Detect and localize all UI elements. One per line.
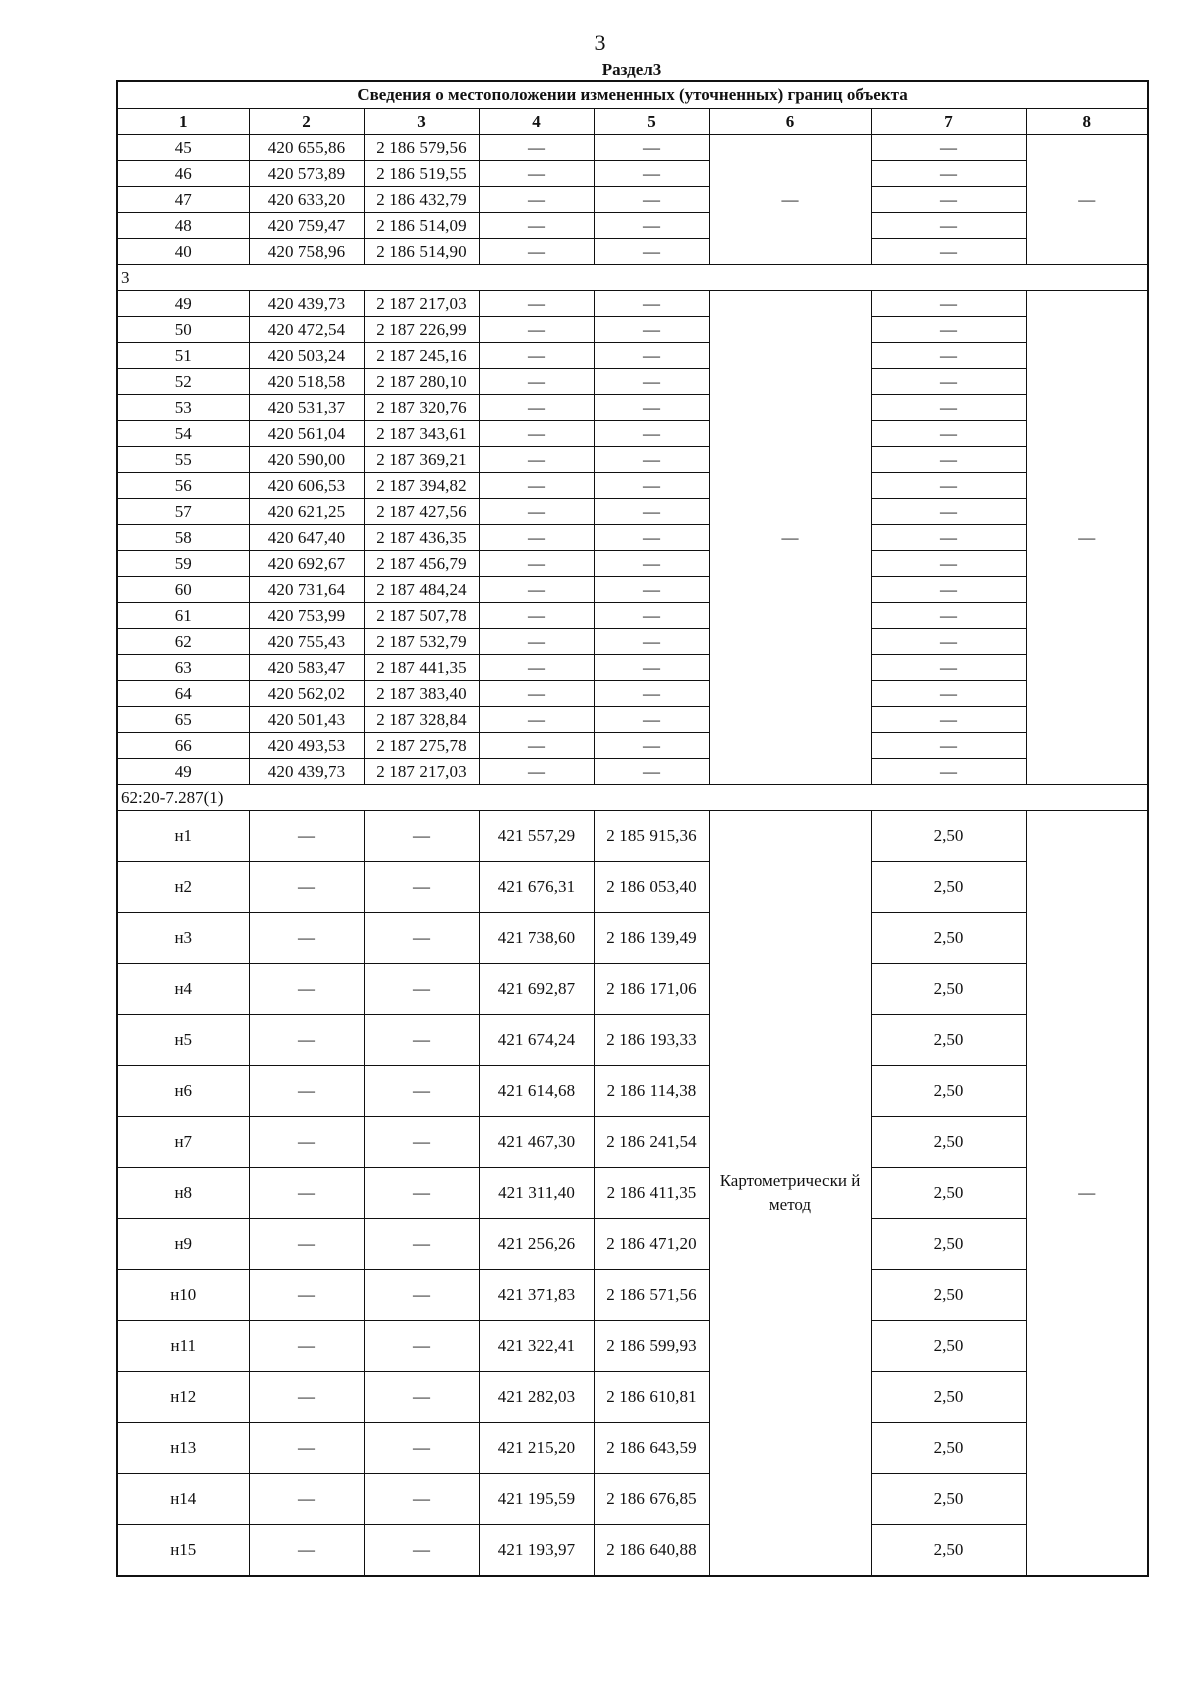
new-y-cell: — — [594, 447, 709, 473]
old-x-cell: 420 439,73 — [249, 759, 364, 785]
new-y-cell: 2 186 241,54 — [594, 1117, 709, 1168]
point-number-cell: 49 — [117, 291, 249, 317]
new-x-cell: 421 467,30 — [479, 1117, 594, 1168]
old-x-cell: 420 590,00 — [249, 447, 364, 473]
table-row — [117, 473, 1148, 499]
point-number-cell: 50 — [117, 317, 249, 343]
point-number-cell: 62 — [117, 629, 249, 655]
accuracy-cell: 2,50 — [871, 913, 1026, 964]
new-y-cell: — — [594, 499, 709, 525]
accuracy-cell: — — [871, 369, 1026, 395]
new-y-cell: — — [594, 551, 709, 577]
new-x-cell: 421 614,68 — [479, 1066, 594, 1117]
table-row — [117, 369, 1148, 395]
new-y-cell: 2 186 676,85 — [594, 1474, 709, 1525]
column-header: 7 — [871, 109, 1026, 135]
new-y-cell: — — [594, 577, 709, 603]
old-y-cell: — — [364, 964, 479, 1015]
new-x-cell: — — [479, 317, 594, 343]
point-number-cell: н2 — [117, 862, 249, 913]
table-row — [117, 577, 1148, 603]
column-header: 8 — [1026, 109, 1148, 135]
column-header: 1 — [117, 109, 249, 135]
new-y-cell: 2 186 411,35 — [594, 1168, 709, 1219]
description-cell: — — [1026, 811, 1148, 1577]
old-x-cell: 420 561,04 — [249, 421, 364, 447]
new-y-cell: 2 186 139,49 — [594, 913, 709, 964]
table-row — [117, 239, 1148, 265]
new-x-cell: — — [479, 681, 594, 707]
table-row — [117, 629, 1148, 655]
point-number-cell: н3 — [117, 913, 249, 964]
old-y-cell: 2 187 328,84 — [364, 707, 479, 733]
point-number-cell: 51 — [117, 343, 249, 369]
new-x-cell: — — [479, 291, 594, 317]
new-x-cell: — — [479, 499, 594, 525]
new-x-cell: 421 738,60 — [479, 913, 594, 964]
old-x-cell: 420 621,25 — [249, 499, 364, 525]
point-number-cell: 65 — [117, 707, 249, 733]
accuracy-cell: 2,50 — [871, 862, 1026, 913]
accuracy-cell: — — [871, 395, 1026, 421]
new-x-cell: — — [479, 447, 594, 473]
accuracy-cell: — — [871, 213, 1026, 239]
method-cell: — — [709, 291, 871, 785]
new-x-cell: 421 676,31 — [479, 862, 594, 913]
table-row — [117, 395, 1148, 421]
old-y-cell: — — [364, 1066, 479, 1117]
table-row — [117, 187, 1148, 213]
table-row — [117, 317, 1148, 343]
description-cell: — — [1026, 135, 1148, 265]
old-y-cell: 2 187 245,16 — [364, 343, 479, 369]
accuracy-cell: 2,50 — [871, 1372, 1026, 1423]
description-cell: — — [1026, 291, 1148, 785]
old-y-cell: 2 187 441,35 — [364, 655, 479, 681]
old-x-cell: 420 531,37 — [249, 395, 364, 421]
table-row — [117, 551, 1148, 577]
accuracy-cell: — — [871, 707, 1026, 733]
old-y-cell: 2 186 432,79 — [364, 187, 479, 213]
point-number-cell: 47 — [117, 187, 249, 213]
old-x-cell: 420 647,40 — [249, 525, 364, 551]
page-number: 3 — [594, 30, 606, 55]
table-body — [117, 135, 1148, 1577]
new-y-cell: 2 186 643,59 — [594, 1423, 709, 1474]
point-number-cell: н10 — [117, 1270, 249, 1321]
old-y-cell: 2 187 456,79 — [364, 551, 479, 577]
new-x-cell: — — [479, 551, 594, 577]
new-x-cell: — — [479, 161, 594, 187]
group-label: 62:20-7.287(1) — [117, 785, 1148, 811]
accuracy-cell: — — [871, 629, 1026, 655]
table-row — [117, 343, 1148, 369]
old-x-cell: 420 518,58 — [249, 369, 364, 395]
old-y-cell: — — [364, 1372, 479, 1423]
table-row — [117, 1015, 1148, 1066]
point-number-cell: н4 — [117, 964, 249, 1015]
new-y-cell: — — [594, 239, 709, 265]
table-row — [117, 964, 1148, 1015]
table-title: Сведения о местоположении измененных (уточненных) границ объекта — [117, 81, 1148, 109]
point-number-cell: 40 — [117, 239, 249, 265]
new-x-cell: — — [479, 525, 594, 551]
old-y-cell: 2 187 383,40 — [364, 681, 479, 707]
new-x-cell: — — [479, 629, 594, 655]
old-x-cell: 420 493,53 — [249, 733, 364, 759]
old-y-cell: 2 187 320,76 — [364, 395, 479, 421]
old-y-cell: — — [364, 913, 479, 964]
accuracy-cell: — — [871, 187, 1026, 213]
column-header: 4 — [479, 109, 594, 135]
old-x-cell: — — [249, 1219, 364, 1270]
old-x-cell: 420 753,99 — [249, 603, 364, 629]
accuracy-cell: — — [871, 681, 1026, 707]
accuracy-cell: 2,50 — [871, 811, 1026, 862]
old-x-cell: 420 692,67 — [249, 551, 364, 577]
boundary-table — [116, 80, 1149, 1577]
new-y-cell: 2 186 193,33 — [594, 1015, 709, 1066]
old-y-cell: 2 186 579,56 — [364, 135, 479, 161]
table-row — [117, 1423, 1148, 1474]
accuracy-cell: 2,50 — [871, 1066, 1026, 1117]
point-number-cell: н9 — [117, 1219, 249, 1270]
new-x-cell: — — [479, 421, 594, 447]
old-y-cell: 2 187 394,82 — [364, 473, 479, 499]
old-x-cell: 420 562,02 — [249, 681, 364, 707]
point-number-cell: н15 — [117, 1525, 249, 1577]
accuracy-cell: 2,50 — [871, 964, 1026, 1015]
old-y-cell: 2 186 514,09 — [364, 213, 479, 239]
accuracy-cell: — — [871, 473, 1026, 499]
new-y-cell: 2 185 915,36 — [594, 811, 709, 862]
new-y-cell: — — [594, 291, 709, 317]
point-number-cell: 60 — [117, 577, 249, 603]
old-x-cell: — — [249, 913, 364, 964]
old-x-cell: 420 633,20 — [249, 187, 364, 213]
point-number-cell: 45 — [117, 135, 249, 161]
accuracy-cell: — — [871, 135, 1026, 161]
point-number-cell: 56 — [117, 473, 249, 499]
new-y-cell: 2 186 471,20 — [594, 1219, 709, 1270]
old-x-cell: 420 583,47 — [249, 655, 364, 681]
new-x-cell: 421 193,97 — [479, 1525, 594, 1577]
new-x-cell: — — [479, 239, 594, 265]
point-number-cell: 46 — [117, 161, 249, 187]
old-x-cell: 420 755,43 — [249, 629, 364, 655]
accuracy-cell: — — [871, 447, 1026, 473]
group-label: 3 — [117, 265, 1148, 291]
old-y-cell: 2 187 343,61 — [364, 421, 479, 447]
table-row — [117, 213, 1148, 239]
new-y-cell: 2 186 114,38 — [594, 1066, 709, 1117]
method-cell: Картометрически й метод — [709, 811, 871, 1577]
accuracy-cell: — — [871, 239, 1026, 265]
table-title-row — [117, 81, 1148, 109]
old-y-cell: 2 186 519,55 — [364, 161, 479, 187]
old-y-cell: — — [364, 1321, 479, 1372]
old-y-cell: — — [364, 1525, 479, 1577]
new-y-cell: — — [594, 525, 709, 551]
table-row — [117, 525, 1148, 551]
point-number-cell: 63 — [117, 655, 249, 681]
point-number-cell: 48 — [117, 213, 249, 239]
new-x-cell: 421 195,59 — [479, 1474, 594, 1525]
point-number-cell: 52 — [117, 369, 249, 395]
old-x-cell: 420 606,53 — [249, 473, 364, 499]
new-y-cell: 2 186 053,40 — [594, 862, 709, 913]
old-x-cell: — — [249, 1372, 364, 1423]
point-number-cell: 55 — [117, 447, 249, 473]
point-number-cell: 59 — [117, 551, 249, 577]
accuracy-cell: 2,50 — [871, 1423, 1026, 1474]
accuracy-cell: — — [871, 525, 1026, 551]
old-y-cell: 2 187 217,03 — [364, 291, 479, 317]
new-y-cell: — — [594, 395, 709, 421]
old-y-cell: — — [364, 1117, 479, 1168]
new-x-cell: — — [479, 395, 594, 421]
old-y-cell: — — [364, 1168, 479, 1219]
old-x-cell: 420 731,64 — [249, 577, 364, 603]
old-y-cell: — — [364, 862, 479, 913]
new-x-cell: 421 371,83 — [479, 1270, 594, 1321]
table-row — [117, 1525, 1148, 1577]
old-y-cell: — — [364, 1270, 479, 1321]
point-number-cell: 57 — [117, 499, 249, 525]
table-row — [117, 1270, 1148, 1321]
old-x-cell: 420 759,47 — [249, 213, 364, 239]
accuracy-cell: — — [871, 759, 1026, 785]
new-x-cell: 421 256,26 — [479, 1219, 594, 1270]
accuracy-cell: 2,50 — [871, 1321, 1026, 1372]
old-y-cell: 2 187 532,79 — [364, 629, 479, 655]
old-y-cell: 2 187 275,78 — [364, 733, 479, 759]
table-row — [117, 603, 1148, 629]
table-row — [117, 707, 1148, 733]
point-number-cell: 61 — [117, 603, 249, 629]
new-y-cell: 2 186 599,93 — [594, 1321, 709, 1372]
old-y-cell: 2 187 507,78 — [364, 603, 479, 629]
new-x-cell: — — [479, 577, 594, 603]
table-row — [117, 862, 1148, 913]
document-sheet — [116, 60, 1147, 1577]
new-y-cell: — — [594, 369, 709, 395]
accuracy-cell: — — [871, 603, 1026, 629]
accuracy-cell: — — [871, 655, 1026, 681]
table-row — [117, 655, 1148, 681]
new-x-cell: — — [479, 343, 594, 369]
table-row — [117, 913, 1148, 964]
accuracy-cell: — — [871, 421, 1026, 447]
old-x-cell: — — [249, 1423, 364, 1474]
accuracy-cell: 2,50 — [871, 1270, 1026, 1321]
accuracy-cell: 2,50 — [871, 1474, 1026, 1525]
accuracy-cell: 2,50 — [871, 1219, 1026, 1270]
old-y-cell: 2 187 217,03 — [364, 759, 479, 785]
accuracy-cell: — — [871, 499, 1026, 525]
table-row — [117, 1474, 1148, 1525]
old-y-cell: — — [364, 1474, 479, 1525]
section-title: Раздел3 — [601, 60, 662, 79]
accuracy-cell: — — [871, 577, 1026, 603]
old-y-cell: 2 187 369,21 — [364, 447, 479, 473]
old-x-cell: — — [249, 1168, 364, 1219]
new-y-cell: — — [594, 161, 709, 187]
accuracy-cell: — — [871, 733, 1026, 759]
new-y-cell: — — [594, 707, 709, 733]
table-row — [117, 447, 1148, 473]
new-y-cell: — — [594, 473, 709, 499]
new-x-cell: — — [479, 213, 594, 239]
new-y-cell: 2 186 640,88 — [594, 1525, 709, 1577]
new-y-cell: — — [594, 187, 709, 213]
old-y-cell: — — [364, 1015, 479, 1066]
point-number-cell: н8 — [117, 1168, 249, 1219]
column-header: 5 — [594, 109, 709, 135]
table-row — [117, 1372, 1148, 1423]
old-y-cell: — — [364, 1219, 479, 1270]
new-y-cell: — — [594, 213, 709, 239]
table-row — [117, 1321, 1148, 1372]
new-x-cell: 421 311,40 — [479, 1168, 594, 1219]
point-number-cell: 53 — [117, 395, 249, 421]
table-row — [117, 1168, 1148, 1219]
point-number-cell: 58 — [117, 525, 249, 551]
table-row — [117, 499, 1148, 525]
new-x-cell: — — [479, 135, 594, 161]
table-row — [117, 421, 1148, 447]
new-y-cell: — — [594, 421, 709, 447]
column-header: 2 — [249, 109, 364, 135]
column-header: 3 — [364, 109, 479, 135]
new-x-cell: 421 282,03 — [479, 1372, 594, 1423]
accuracy-cell: 2,50 — [871, 1168, 1026, 1219]
old-y-cell: 2 186 514,90 — [364, 239, 479, 265]
new-x-cell: — — [479, 603, 594, 629]
accuracy-cell: — — [871, 551, 1026, 577]
point-number-cell: н11 — [117, 1321, 249, 1372]
new-y-cell: — — [594, 343, 709, 369]
point-number-cell: 54 — [117, 421, 249, 447]
point-number-cell: н14 — [117, 1474, 249, 1525]
accuracy-cell: — — [871, 291, 1026, 317]
new-y-cell: — — [594, 135, 709, 161]
old-x-cell: — — [249, 811, 364, 862]
point-number-cell: 49 — [117, 759, 249, 785]
table-row — [117, 1219, 1148, 1270]
old-x-cell: — — [249, 1525, 364, 1577]
table-row — [117, 1117, 1148, 1168]
old-y-cell: 2 187 280,10 — [364, 369, 479, 395]
old-x-cell: — — [249, 862, 364, 913]
point-number-cell: н1 — [117, 811, 249, 862]
old-y-cell: 2 187 484,24 — [364, 577, 479, 603]
old-x-cell: — — [249, 1321, 364, 1372]
column-header-row — [117, 109, 1148, 135]
new-x-cell: — — [479, 655, 594, 681]
point-number-cell: 66 — [117, 733, 249, 759]
table-row — [117, 733, 1148, 759]
old-x-cell: — — [249, 1066, 364, 1117]
new-x-cell: — — [479, 759, 594, 785]
old-x-cell: — — [249, 1474, 364, 1525]
accuracy-cell: 2,50 — [871, 1117, 1026, 1168]
new-x-cell: 421 322,41 — [479, 1321, 594, 1372]
accuracy-cell: — — [871, 317, 1026, 343]
table-row — [117, 759, 1148, 785]
old-x-cell: 420 472,54 — [249, 317, 364, 343]
new-y-cell: 2 186 610,81 — [594, 1372, 709, 1423]
point-number-cell: 64 — [117, 681, 249, 707]
new-x-cell: — — [479, 473, 594, 499]
new-x-cell: — — [479, 707, 594, 733]
old-x-cell: 420 503,24 — [249, 343, 364, 369]
point-number-cell: н12 — [117, 1372, 249, 1423]
point-number-cell: н6 — [117, 1066, 249, 1117]
method-cell: — — [709, 135, 871, 265]
group-label-row — [117, 785, 1148, 811]
old-x-cell: 420 655,86 — [249, 135, 364, 161]
new-x-cell: — — [479, 369, 594, 395]
old-x-cell: — — [249, 1270, 364, 1321]
accuracy-cell: 2,50 — [871, 1525, 1026, 1577]
old-x-cell: — — [249, 1015, 364, 1066]
table-row — [117, 135, 1148, 161]
new-y-cell: — — [594, 733, 709, 759]
point-number-cell: н5 — [117, 1015, 249, 1066]
old-y-cell: — — [364, 811, 479, 862]
old-y-cell: 2 187 436,35 — [364, 525, 479, 551]
new-y-cell: — — [594, 629, 709, 655]
column-header: 6 — [709, 109, 871, 135]
new-x-cell: — — [479, 733, 594, 759]
table-row — [117, 291, 1148, 317]
new-x-cell: 421 215,20 — [479, 1423, 594, 1474]
group-label-row — [117, 265, 1148, 291]
old-x-cell: — — [249, 1117, 364, 1168]
new-x-cell: 421 557,29 — [479, 811, 594, 862]
table-row — [117, 681, 1148, 707]
new-x-cell: 421 674,24 — [479, 1015, 594, 1066]
new-y-cell: — — [594, 603, 709, 629]
accuracy-cell: 2,50 — [871, 1015, 1026, 1066]
old-x-cell: 420 573,89 — [249, 161, 364, 187]
old-x-cell: — — [249, 964, 364, 1015]
table-row — [117, 1066, 1148, 1117]
old-x-cell: 420 501,43 — [249, 707, 364, 733]
new-y-cell: — — [594, 759, 709, 785]
new-y-cell: — — [594, 317, 709, 343]
new-y-cell: 2 186 171,06 — [594, 964, 709, 1015]
table-row — [117, 161, 1148, 187]
accuracy-cell: — — [871, 161, 1026, 187]
table-row — [117, 811, 1148, 862]
new-y-cell: — — [594, 655, 709, 681]
new-x-cell: — — [479, 187, 594, 213]
new-x-cell: 421 692,87 — [479, 964, 594, 1015]
old-y-cell: 2 187 427,56 — [364, 499, 479, 525]
point-number-cell: н7 — [117, 1117, 249, 1168]
point-number-cell: н13 — [117, 1423, 249, 1474]
new-y-cell: 2 186 571,56 — [594, 1270, 709, 1321]
accuracy-cell: — — [871, 343, 1026, 369]
old-x-cell: 420 758,96 — [249, 239, 364, 265]
old-y-cell: 2 187 226,99 — [364, 317, 479, 343]
old-y-cell: — — [364, 1423, 479, 1474]
new-y-cell: — — [594, 681, 709, 707]
old-x-cell: 420 439,73 — [249, 291, 364, 317]
